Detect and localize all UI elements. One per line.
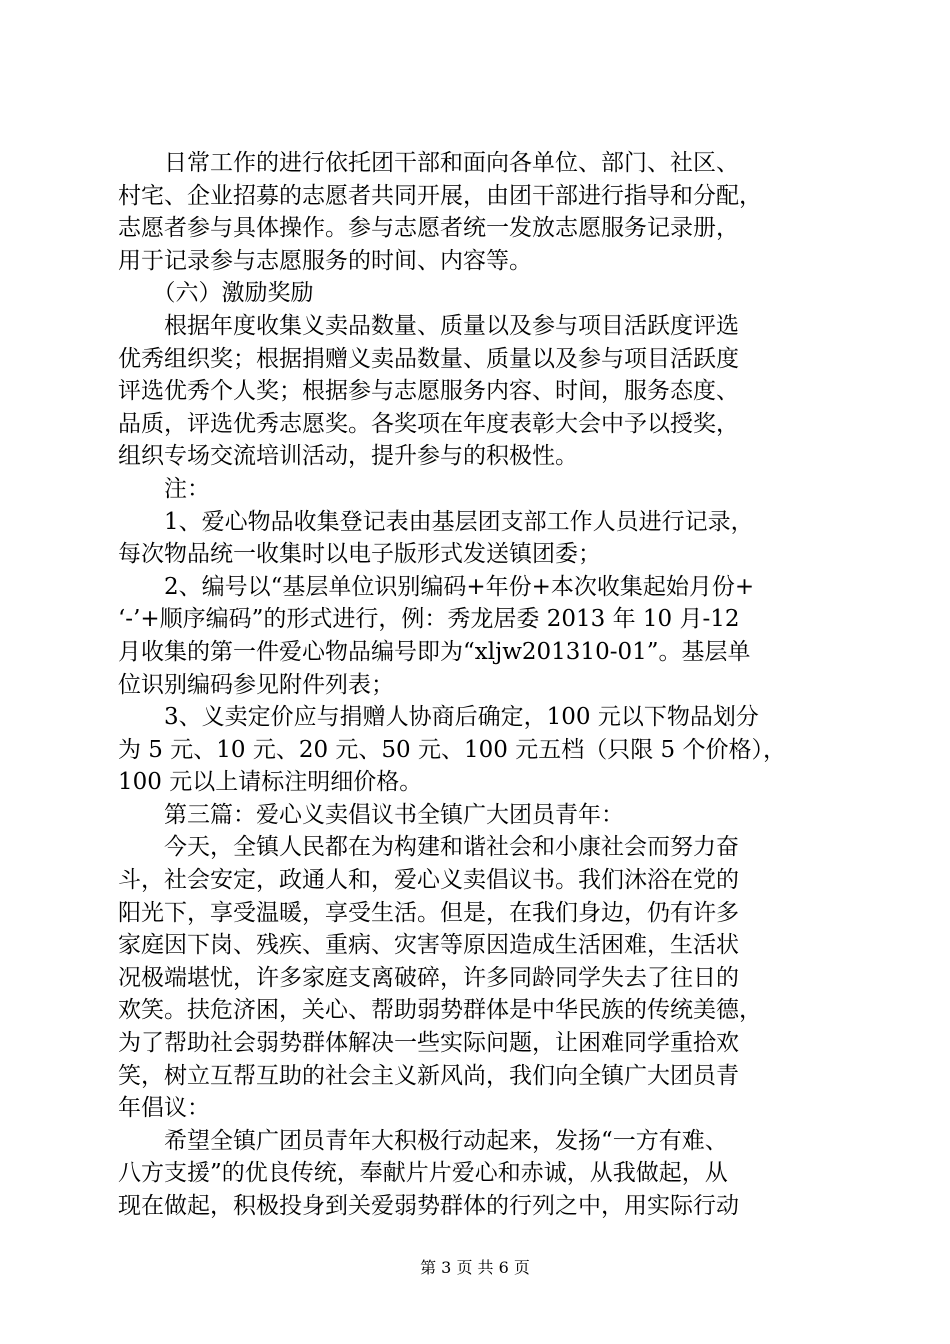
text-line: 八方支援”的优良传统，奉献片片爱心和赤诚，从我做起，从 xyxy=(118,1160,728,1187)
text-line: 志愿者参与具体操作。参与志愿者统一发放志愿服务记录册， xyxy=(118,215,739,242)
text-line: 评选优秀个人奖；根据参与志愿服务内容、时间，服务态度、 xyxy=(118,378,739,405)
chapter-heading: 第三篇：爱心义卖倡议书全镇广大团员青年： xyxy=(118,801,624,828)
text-line: 2、编号以“基层单位识别编码+年份+本次收集起始月份+ xyxy=(118,573,755,600)
page-number-footer: 第 3 页 共 6 页 xyxy=(420,1258,530,1277)
text-line: 阳光下，享受温暖，享受生活。但是，在我们身边，仍有许多 xyxy=(118,899,739,926)
text-line: 家庭因下岗、残疾、重病、灾害等原因造成生活困难，生活状 xyxy=(118,932,739,959)
text-line: 希望全镇广团员青年大积极行动起来，发扬“一方有难、 xyxy=(118,1127,728,1154)
text-line: 每次物品统一收集时以电子版形式发送镇团委； xyxy=(118,541,601,568)
document-body xyxy=(118,147,840,1223)
text-line: 优秀组织奖；根据捐赠义卖品数量、质量以及参与项目活跃度 xyxy=(118,345,739,372)
text-line: 100 元以上请标注明细价格。 xyxy=(118,769,423,796)
text-line: 年倡议： xyxy=(118,1095,210,1122)
text-line: 况极端堪忧，许多家庭支离破碎，许多同龄同学失去了往日的 xyxy=(118,964,739,991)
text-line: 现在做起，积极投身到关爱弱势群体的行列之中，用实际行动 xyxy=(118,1193,739,1219)
text-line: 为 5 元、10 元、20 元、50 元、100 元五档（只限 5 个价格）， xyxy=(118,736,786,763)
text-line: 用于记录参与志愿服务的时间、内容等。 xyxy=(118,247,532,274)
text-line: 组织专场交流培训活动，提升参与的积极性。 xyxy=(118,443,578,470)
section-heading: （六）激励奖励 xyxy=(118,280,314,307)
text-line: 村宅、企业招募的志愿者共同开展，由团干部进行指导和分配， xyxy=(118,182,762,209)
text-line: 日常工作的进行依托团干部和面向各单位、部门、社区、 xyxy=(118,150,739,176)
text-line: 今天，全镇人民都在为构建和谐社会和小康社会而努力奋 xyxy=(118,834,739,861)
text-line: 为了帮助社会弱势群体解决一些实际问题，让困难同学重拾欢 xyxy=(118,1030,739,1057)
text-line: 笑，树立互帮互助的社会主义新风尚，我们向全镇广大团员青 xyxy=(118,1062,739,1089)
note-heading: 注： xyxy=(118,475,210,502)
text-line: 欢笑。扶危济困，关心、帮助弱势群体是中华民族的传统美德， xyxy=(118,997,762,1024)
text-line: 品质，评选优秀志愿奖。各奖项在年度表彰大会中予以授奖， xyxy=(118,410,739,437)
text-line: 月收集的第一件爱心物品编号即为“xljw201310-01”。基层单 xyxy=(118,638,751,665)
text-line: 根据年度收集义卖品数量、质量以及参与项目活跃度评选 xyxy=(118,312,739,339)
text-line: 3、义卖定价应与捐赠人协商后确定，100 元以下物品划分 xyxy=(118,704,759,731)
text-line: 1、爱心物品收集登记表由基层团支部工作人员进行记录， xyxy=(118,508,754,535)
text-line: 斗，社会安定，政通人和，爱心义卖倡议书。我们沐浴在党的 xyxy=(118,867,739,894)
text-line: ‘-’+顺序编码”的形式进行，例：秀龙居委 2013 年 10 月-12 xyxy=(118,606,740,633)
text-line: 位识别编码参见附件列表； xyxy=(118,671,394,698)
